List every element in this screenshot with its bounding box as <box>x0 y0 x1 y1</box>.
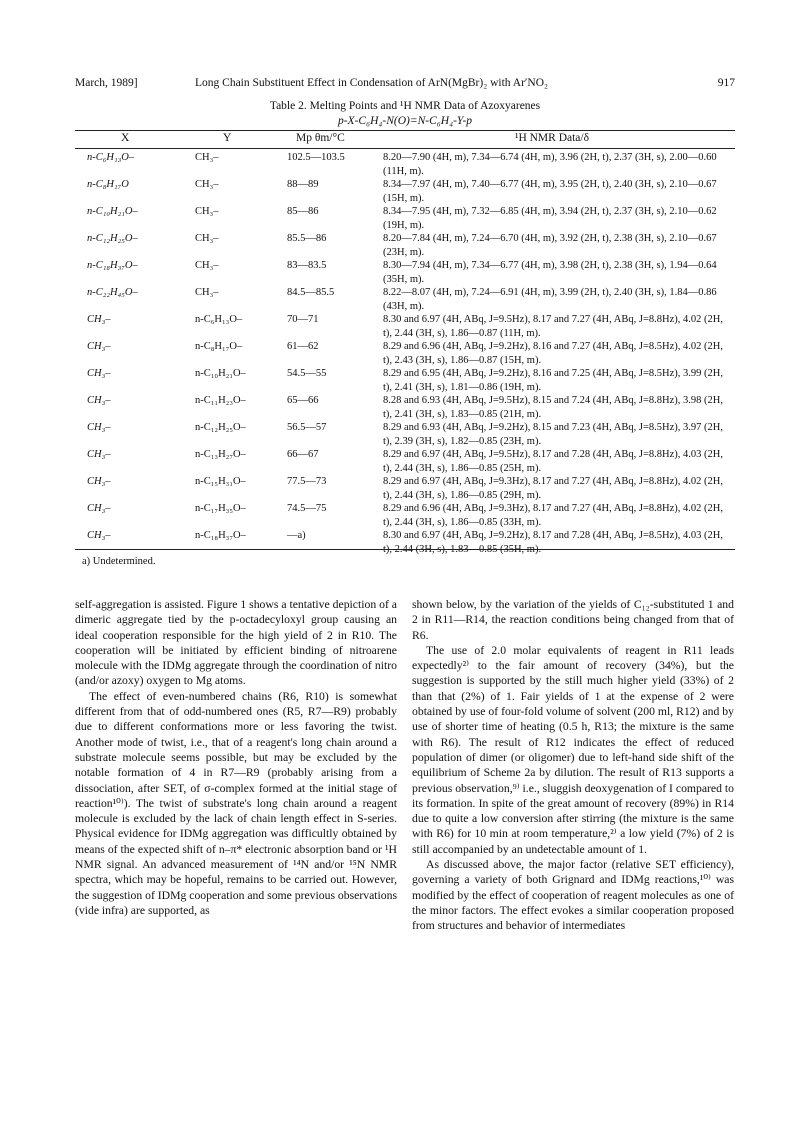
cell-y: n-C₁₅H₃₁O– <box>195 476 246 487</box>
cell-y: n-C₁₁H₂₃O– <box>195 395 246 406</box>
column-header-mp: Mp θm/°C <box>296 132 345 144</box>
cell-nmr: 8.20—7.84 (4H, m), 7.24—6.70 (4H, m), 3.92 (2H, t), 2.38 (3H, s), 2.10—0.67 (23H, m). <box>383 233 717 258</box>
cell-x: CH₃– <box>87 341 111 352</box>
table-bottom-rule <box>75 549 735 550</box>
cell-mp: 85—86 <box>287 206 319 217</box>
cell-nmr: 8.29 and 6.93 (4H, ABq, J=9.2Hz), 8.15 and 7.23 (4H, ABq, J=8.5Hz), 3.97 (2H, t), 2.39 (3H, s), 1.82—0.85 (23H, m). <box>383 422 723 447</box>
cell-nmr: 8.30 and 6.97 (4H, ABq, J=9.5Hz), 8.17 and 7.27 (4H, ABq, J=8.8Hz), 4.02 (2H, t), 2.44 (3H, s), 1.86—0.87 (11H, m). <box>383 314 723 339</box>
cell-mp: 85.5—86 <box>287 233 327 244</box>
cell-x: n-C₁₀H₂₁O– <box>87 206 138 217</box>
cell-y: n-C₁₃H₂₇O– <box>195 449 246 460</box>
cell-mp: 77.5—73 <box>287 476 327 487</box>
cell-x: CH₃– <box>87 422 111 433</box>
paragraph: shown below, by the variation of the yields of C₁₂-substituted 1 and 2 in R11—R14, the reaction conditions being changed from that of R6. <box>412 598 734 642</box>
cell-mp: 66—67 <box>287 449 319 460</box>
cell-y: n-C₆H₁₃O– <box>195 314 243 325</box>
cell-y: CH₃– <box>195 152 219 163</box>
cell-y: n-C₈H₁₇O– <box>195 341 243 352</box>
cell-nmr: 8.29 and 6.95 (4H, ABq, J=9.2Hz), 8.16 and 7.25 (4H, ABq, J=8.5Hz), 3.99 (2H, t), 2.41 (3H, s), 1.81—0.86 (19H, m). <box>383 368 723 393</box>
paragraph: The use of 2.0 molar equivalents of reagent in R11 leads expectedly²⁾ to the fair amount of recovery (34%), but the suggestion is supported by the still much higher yield (33%) of 2 than that (2%) of 1. Fair yields of 1 at the expense of 2 were obtained by use of four-fold volume of solvent (200 ml, R12) and by use of shorter time of heating (0.5 h, R13; the mixture is the same with R6). The result of R12 indicates the effect of reduced population of dimer (or oligomer) due to left-hand side shift of the equilibrium of Scheme 2a by dilution. The result of R13 supports a previous observation,⁹⁾ i.e., sluggish deoxygenation of I compared to its formation. In spite of the great amount of recovery (89%) in R14 due to quite a low conversion after stirring (the mixture is the same with R6) for 10 min at room temperature,²⁾ a low yield (7%) of 2 is still accompanied by an undetectable amount of 1. <box>412 643 734 856</box>
table-top-rule <box>75 130 735 131</box>
cell-nmr: 8.29 and 6.97 (4H, ABq, J=9.3Hz), 8.17 and 7.27 (4H, ABq, J=8.8Hz), 4.02 (2H, t), 2.44 (3H, s), 1.86—0.85 (29H, m). <box>383 476 723 501</box>
cell-x: CH₃– <box>87 503 111 514</box>
paragraph: self-aggregation is assisted. Figure 1 shows a tentative depiction of a dimeric aggregate tied by the p-octadecyloxyl group causing an ideal cooperation responsible for the high yield of 2 in R10. The cooperation will be initiated by efficient binding of nitroarene molecule with the IDMg aggregate through the coordination of nitro (and/or azoxy) oxygen to Mg atoms. <box>75 598 397 688</box>
table-caption: Table 2. Melting Points and ¹H NMR Data of Azoxyarenes <box>269 100 541 112</box>
running-title: Long Chain Substituent Effect in Condensation of ArN(MgBr)₂ with Ar′NO₂ <box>195 77 549 89</box>
table-row <box>75 529 735 561</box>
cell-y: CH₃– <box>195 206 219 217</box>
cell-y: CH₃– <box>195 260 219 271</box>
page-number: 917 <box>717 77 735 89</box>
cell-nmr: 8.29 and 6.97 (4H, ABq, J=9.5Hz), 8.17 and 7.28 (4H, ABq, J=8.8Hz), 4.03 (2H, t), 2.44 (3H, s), 1.86—0.85 (25H, m). <box>383 449 723 474</box>
issue-date: March, 1989] <box>75 77 138 89</box>
cell-mp: 88—89 <box>287 179 319 190</box>
cell-nmr: 8.28 and 6.93 (4H, ABq, J=9.5Hz), 8.15 and 7.24 (4H, ABq, J=8.8Hz), 3.98 (2H, t), 2.41 (3H, s), 1.83—0.85 (21H, m). <box>383 395 723 420</box>
running-head <box>75 75 735 91</box>
cell-x: CH₃– <box>87 395 111 406</box>
cell-mp: 65—66 <box>287 395 319 406</box>
cell-mp: 70—71 <box>287 314 319 325</box>
cell-x: CH₃– <box>87 449 111 460</box>
paragraph: The effect of even-numbered chains (R6, R10) is somewhat different from that of odd-numbered ones (R5, R7—R9) probably due to different conformations more or less favoring the twist. Another mode of twist, i.e., that of a reagent's long chain around a substrate molecule seems possible, but may be excluded by the notable formation of 4 in R7—R9 (probably arising from a dissociation, after SET, of σ-complex formed at the initial stage of reaction¹⁰⁾). The twist of substrate's long chain around a reagent molecule is excluded by the lack of chain length effect in S-series. Physical evidence for IDMg aggregation was difficultly obtained by means of the expected shift of n–π* electronic absorption band or ¹H NMR signal. An advanced measurement of ¹⁴N and/or ¹⁵N NMR spectra, which may be hopeful, remains to be carried out. However, the suggestion of IDMg cooperation and some previous observations (vide infra) are supported, as <box>75 689 397 917</box>
column-header-nmr: ¹H NMR Data/δ <box>515 132 590 144</box>
cell-mp: 54.5—55 <box>287 368 327 379</box>
cell-x: n-C₆H₁₃O– <box>87 152 135 163</box>
table-footnote: a) Undetermined. <box>82 556 156 567</box>
cell-mp: 56.5—57 <box>287 422 327 433</box>
column-header-x: X <box>121 132 130 144</box>
cell-x: CH₃– <box>87 368 111 379</box>
cell-y: n-C₁₂H₂₅O– <box>195 422 246 433</box>
table-header-row <box>75 132 735 148</box>
cell-y: CH₃– <box>195 287 219 298</box>
cell-nmr: 8.22—8.07 (4H, m), 7.24—6.91 (4H, m), 3.99 (2H, t), 2.40 (3H, s), 1.84—0.86 (43H, m). <box>383 287 717 312</box>
cell-nmr: 8.30—7.94 (4H, m), 7.34—6.77 (4H, m), 3.98 (2H, t), 2.38 (3H, s), 1.94—0.64 (35H, m). <box>383 260 717 285</box>
paragraph: As discussed above, the major factor (relative SET efficiency), governing a variety of both Grignard and IDMg reactions,¹⁰⁾ was modified by the effect of cooperation of reagent molecules as one of the minor factors. The effect evokes a similar cooperation proposed from structures and behavior of intermediates <box>412 858 734 933</box>
cell-nmr: 8.34—7.95 (4H, m), 7.32—6.85 (4H, m), 3.94 (2H, t), 2.37 (3H, s), 2.10—0.62 (19H, m). <box>383 206 717 231</box>
cell-x: CH₃– <box>87 314 111 325</box>
cell-y: CH₃– <box>195 179 219 190</box>
left-text-column <box>75 597 397 918</box>
cell-mp: 84.5—85.5 <box>287 287 335 298</box>
cell-mp: 61—62 <box>287 341 319 352</box>
cell-y: n-C₁₈H₃₇O– <box>195 530 246 541</box>
table-header-rule <box>75 148 735 149</box>
cell-mp: —a) <box>287 530 306 541</box>
cell-y: CH₃– <box>195 233 219 244</box>
cell-nmr: 8.29 and 6.96 (4H, ABq, J=9.2Hz), 8.16 and 7.27 (4H, ABq, J=8.5Hz), 4.02 (2H, t), 2.43 (3H, s), 1.86—0.87 (15H, m). <box>383 341 723 366</box>
cell-x: n-C₂₂H₄₅O– <box>87 287 138 298</box>
cell-mp: 83—83.5 <box>287 260 327 271</box>
cell-nmr: 8.29 and 6.96 (4H, ABq, J=9.3Hz), 8.17 and 7.27 (4H, ABq, J=8.8Hz), 4.02 (2H, t), 2.44 (3H, s), 1.86—0.85 (33H, m). <box>383 503 723 528</box>
cell-y: n-C₁₀H₂₁O– <box>195 368 246 379</box>
cell-mp: 74.5—75 <box>287 503 327 514</box>
cell-y: n-C₁₇H₃₅O– <box>195 503 246 514</box>
cell-nmr: 8.30 and 6.97 (4H, ABq, J=9.2Hz), 8.17 and 7.28 (4H, ABq, J=8.5Hz), 4.03 (2H, t), 2.44 (3H, s), 1.83—0.85 (35H, m). <box>383 530 723 555</box>
right-text-column <box>412 597 734 934</box>
column-header-y: Y <box>223 132 232 144</box>
cell-nmr: 8.20—7.90 (4H, m), 7.34—6.74 (4H, m), 3.96 (2H, t), 2.37 (3H, s), 2.00—0.60 (11H, m). <box>383 152 717 177</box>
cell-x: n-C₈H₁₇O <box>87 179 129 190</box>
cell-x: n-C₁₂H₂₅O– <box>87 233 138 244</box>
cell-x: CH₃– <box>87 530 111 541</box>
table-formula: p-X-C₆H₄-N(O)=N-C₆H₄-Y-p <box>337 115 473 127</box>
cell-x: n-C₁₈H₃₇O– <box>87 260 138 271</box>
cell-nmr: 8.34—7.97 (4H, m), 7.40—6.77 (4H, m), 3.95 (2H, t), 2.40 (3H, s), 2.10—0.67 (15H, m). <box>383 179 717 204</box>
cell-x: CH₃– <box>87 476 111 487</box>
cell-mp: 102.5—103.5 <box>287 152 345 163</box>
